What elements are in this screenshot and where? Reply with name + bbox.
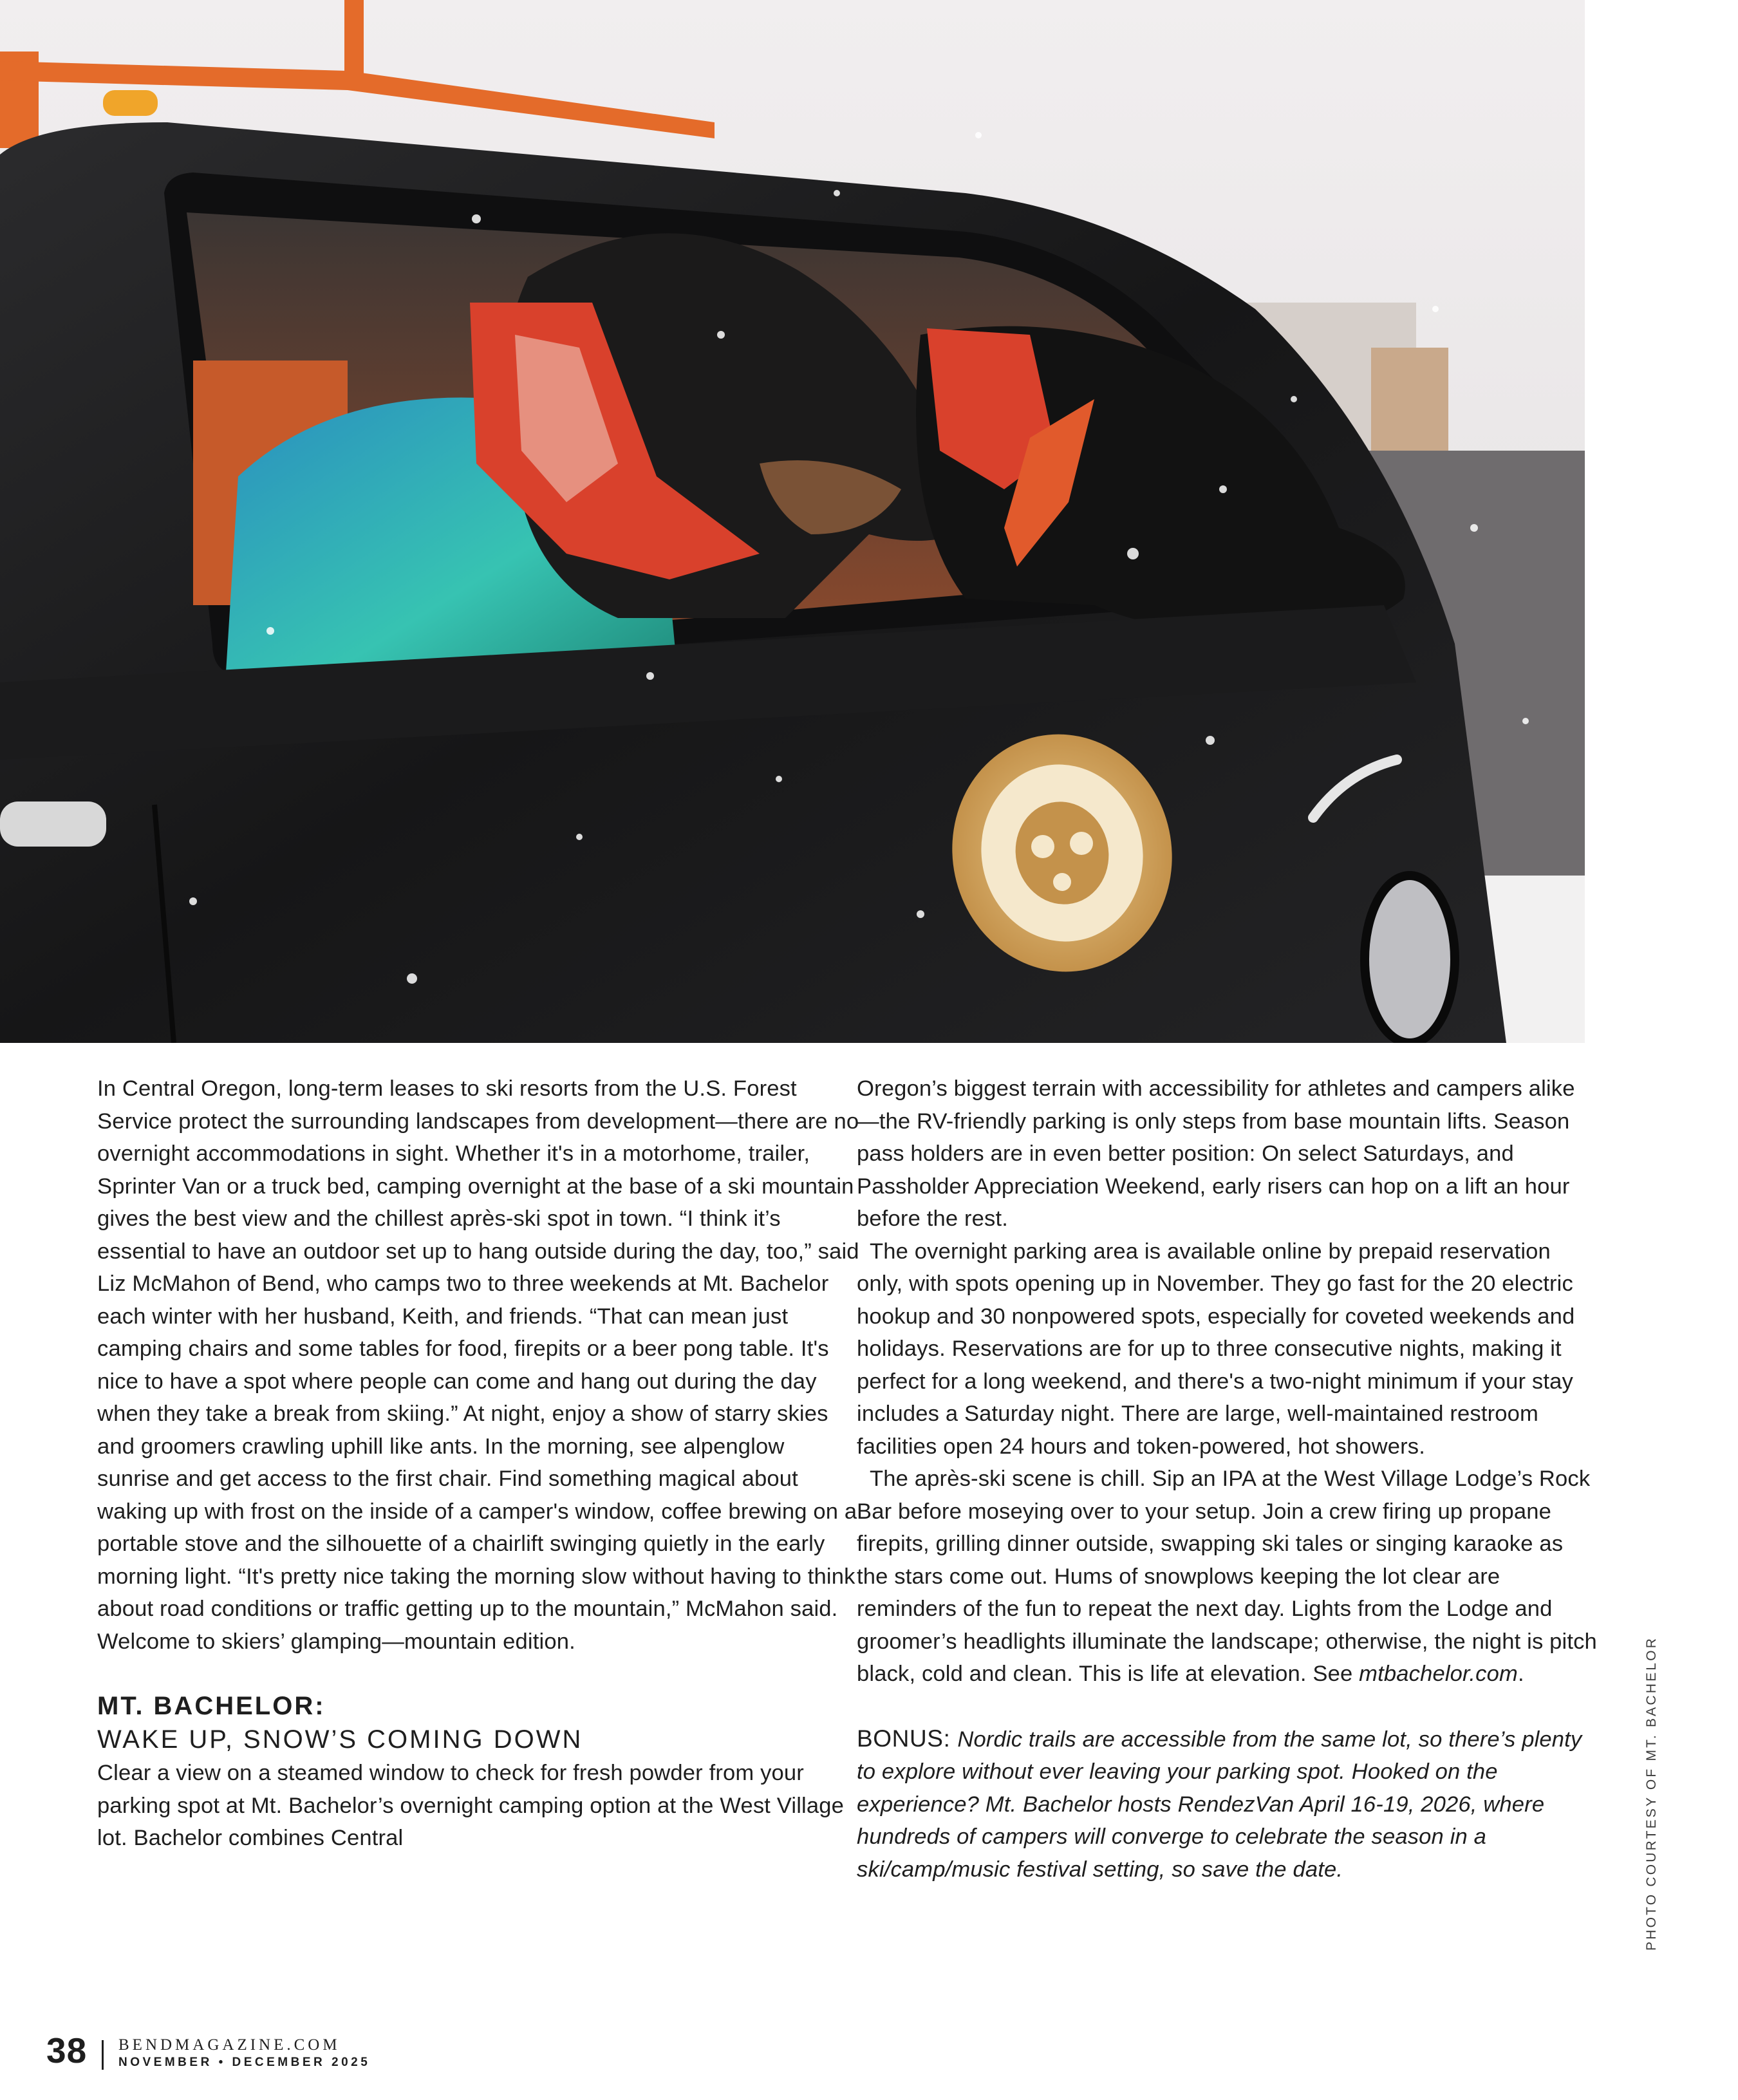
section-paragraph-3 — [857, 1463, 1597, 1691]
folio-divider — [102, 2040, 104, 2070]
section-subheading: WAKE UP, SNOW’S COMING DOWN — [97, 1725, 583, 1754]
paragraph-3-text: The après-ski scene is chill. Sip an IPA at the West Village Lodge’s Rock Bar before moseying over to your setup. Join a crew firing up propane firepits, grilling dinner outside, swapping ski tales or singing karaoke as the stars come out. Hums of snowplows keeping the lot clear are reminders of the fun to repeat the next day. Lights from the Lodge and groomer’s headlights illuminate the landscape; otherwise, the night is pitch black, cold and clean. This is life at elevation. See — [857, 1467, 1597, 1686]
page-number: 38 — [46, 2030, 88, 2070]
dogs-in-van-photo — [0, 0, 1585, 1043]
bonus-label: BONUS: — [857, 1725, 958, 1752]
bonus-paragraph — [857, 1723, 1597, 1886]
magazine-website: BENDMAGAZINE.COM — [118, 2036, 341, 2054]
section-paragraph-1: Clear a view on a steamed window to check for fresh powder from your parking spot at Mt. Bachelor’s overnight camping option at the West Village lot. Bachelor combines Central — [97, 1761, 845, 1850]
issue-date: NOVEMBER • DECEMBER 2025 — [118, 2056, 371, 2069]
article-column-right — [857, 1073, 1597, 1886]
intro-paragraph: In Central Oregon, long-term leases to ski resorts from the U.S. Forest Service protect the surrounding landscapes from development—there are no overnight accommodations in sight. Whether it's in a motorhome, trailer, Sprinter Van or a truck bed, camping overnight at the base of a ski mountain gives the best view and the chillest après-ski spot in town. “I think it’s essential to have an outdoor set up to hang outside during the day, too,” said Liz McMahon of Bend, who camps two to three weekends at Mt. Bachelor each winter with her husband, Keith, and friends. “That can mean just camping chairs and some tables for food, firepits or a beer pong table. It's nice to have a spot where people can come and hang out during the day when they take a break from skiing.” At night, enjoy a show of starry skies and groomers crawling uphill like ants. In the morning, see alpenglow sunrise and get access to the first chair. Find something magical about waking up with frost on the inside of a camper's window, coffee brewing on a portable stove and the silhouette of a chairlift swinging quietly in the early morning light. “It's pretty nice taking the morning slow without having to think about road conditions or traffic getting up to the mountain,” McMahon said. Welcome to skiers’ glamping—mountain edition. — [97, 1076, 859, 1654]
article-column-left — [97, 1073, 860, 1855]
photo-credit: PHOTO COURTESY OF MT. BACHELOR — [1644, 1636, 1659, 1951]
section-paragraph-2: The overnight parking area is available online by prepaid reservation only, with spots opening up in November. They go fast for the 20 electric hookup and 30 nonpowered spots, especially for coveted weekends and holidays. Reservations are for up to three consecutive nights, making it perfect for a long weekend, and there's a two-night minimum if your stay includes a Saturday night. There are large, well-maintained restroom facilities open 24 hours and token-powered, hot showers. — [857, 1239, 1575, 1459]
section-paragraph-1-continued: Oregon’s biggest terrain with accessibility for athletes and campers alike—the RV-friendly parking is only steps from base mountain lifts. Season pass holders are in even better position: On select Saturdays, and Passholder Appreciation Weekend, early risers can hop on a lift an hour before the rest. — [857, 1076, 1575, 1231]
hero-photo — [0, 0, 1585, 1043]
bonus-text: Nordic trails are accessible from the same lot, so there’s plenty to explore without ever leaving your parking spot. Hooked on the experience? Mt. Bachelor hosts RendezVan April 16-19, 2026, where hundreds of campers will converge to celebrate the season in a ski/camp/music festival setting, so save the date. — [857, 1727, 1582, 1882]
mtbachelor-link[interactable]: mtbachelor.com — [1359, 1662, 1518, 1686]
paragraph-3-end: . — [1517, 1662, 1524, 1686]
section-heading: MT. BACHELOR: — [97, 1692, 326, 1720]
